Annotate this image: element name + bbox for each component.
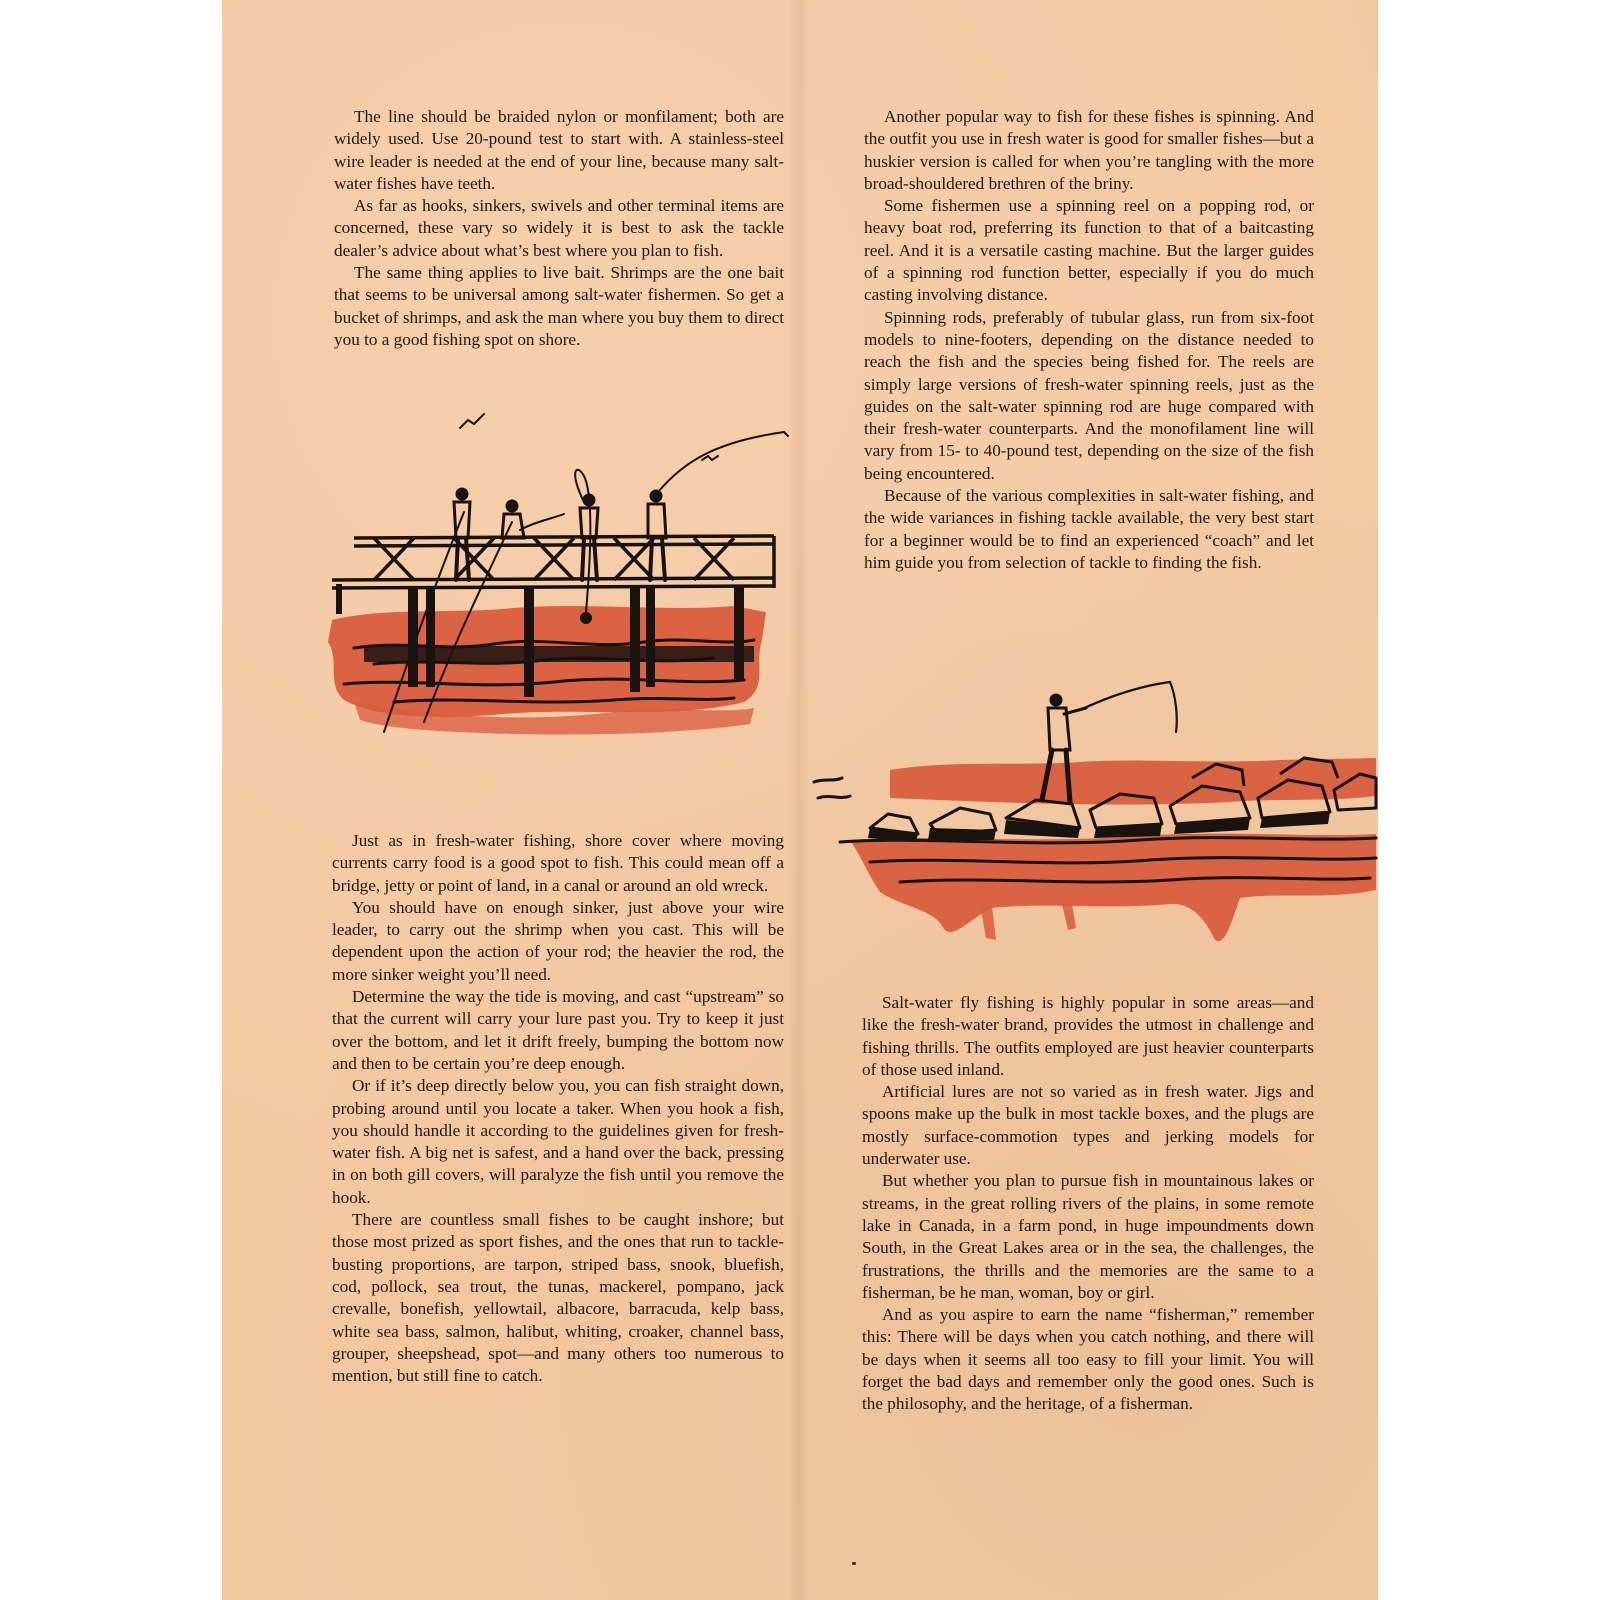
paragraph: Some fishermen use a spinning reel on a popping rod, or heavy boat rod, preferring its function to that of a baitcasting reel. And it is a versatile casting machine. But the larger guides of a spinning rod function better, especially if you do much casting involving distance. [864, 196, 1314, 305]
book-page [222, 0, 1378, 1600]
paragraph: Spinning rods, preferably of tubular glass, run from six-foot models to nine-footers, depending on the distance needed to reach the fish and the species being fished for. The reels are simply large versions of fresh-water spinning reels, just as the guides on the salt-water spinning rod are huge compared with their fresh-water counterparts. And the monofilament line will vary from 15- to 40-pound test, depending on the size of the fish being encountered. [864, 307, 1314, 483]
paragraph: The line should be braided nylon or monfilament; both are widely used. Use 20-pound test to start with. A stainless-steel wire leader is needed at the end of your line, because many salt-water fishes have teeth. [334, 107, 784, 193]
pier-fishing-illustration [314, 402, 814, 772]
paragraph: Artificial lures are not so varied as in fresh water. Jigs and spoons make up the bulk in most tackle boxes, and the plugs are mostly surface-commotion types and jerking models for underwater use. [862, 1082, 1314, 1169]
page-fold-shadow [789, 0, 809, 1600]
paragraph: As far as hooks, sinkers, swivels and other terminal items are concerned, these vary so widely it is best to ask the tackle dealer’s advice about what’s best where you plan to fish. [334, 196, 784, 260]
paragraph: Determine the way the tide is moving, and cast “upstream” so that the current will carry your lure past you. Try to keep it just over the bottom, and let it drift freely, bumping the bottom now and then to be certain you’re deep enough. [332, 987, 784, 1073]
paragraph: Just as in fresh-water fishing, shore cover where moving currents carry food is a good spot to fish. This could mean off a bridge, jetty or point of land, in a canal or around an old wreck. [332, 831, 784, 895]
paragraph: The same thing applies to live bait. Shrimps are the one bait that seems to be universal among salt-water fishermen. So get a bucket of shrimps, and ask the man where you buy them to direct you to a good fishing spot on shore. [334, 263, 784, 349]
paragraph: Because of the various complexities in salt-water fishing, and the wide variances in fishing tackle available, the very best start for a beginner would be to find an experienced “coach” and let him guide you from selection of tackle to finding the fish. [864, 486, 1314, 572]
paragraph: There are countless small fishes to be caught inshore; but those most prized as sport fishes, and the ones that run to tackle-busting proportions, are tarpon, striped bass, snook, bluefish, cod, pollock, sea trout, the tunas, mackerel, pompano, jack crevalle, bonefish, yellowtail, albacore, barracuda, kelp bass, white sea bass, salmon, halibut, whiting, croaker, channel bass, grouper, sheepshead, spot—and many others too numerous to mention, but still fine to catch. [332, 1210, 784, 1386]
left-column-bottom-text [332, 830, 784, 1387]
right-column-top-text [864, 106, 1314, 574]
paragraph: Salt-water fly fishing is highly popular in some areas—and like the fresh-water brand, provides the utmost in challenge and fishing thrills. The outfits employed are just heavier counterparts of those used inland. [862, 993, 1314, 1079]
paragraph: You should have on enough sinker, just above your wire leader, to carry out the shrimp when you cast. This will be dependent upon the action of your rod; the heavier the rod, the more sinker weight you’ll need. [332, 897, 784, 984]
jetty-fishing-illustration [810, 678, 1378, 968]
paragraph: And as you aspire to earn the name “fisherman,” remember this: There will be days when you catch nothing, and there will be days when it seems all too easy to fill your limit. You will forget the bad days and remember only the good ones. Such is the philosophy, and the heritage, of a fisherman. [862, 1305, 1314, 1414]
left-column-top-text [334, 106, 784, 351]
right-column-bottom-text [862, 992, 1314, 1416]
paragraph: Another popular way to fish for these fishes is spinning. And the outfit you use in fresh water is good for smaller fishes—but a huskier version is called for when you’re tangling with the more broad-shouldered brethren of the briny. [864, 107, 1314, 193]
paragraph: Or if it’s deep directly below you, you can fish straight down, probing around until you locate a taker. When you hook a fish, you should handle it according to the guidelines given for fresh-water fish. A big net is safest, and a hand over the back, pressing in on both gill covers, will paralyze the fish until you remove the hook. [332, 1076, 784, 1207]
paper-speck [852, 1562, 856, 1565]
paragraph: But whether you plan to pursue fish in mountainous lakes or streams, in the great rolling rivers of the plains, in some remote lake in Canada, in a farm pond, in huge impoundments down South, in the Great Lakes area or in the sea, the challenges, the frustrations, the thrills and the memories are the same to a fisherman, be he man, woman, boy or girl. [862, 1171, 1314, 1302]
